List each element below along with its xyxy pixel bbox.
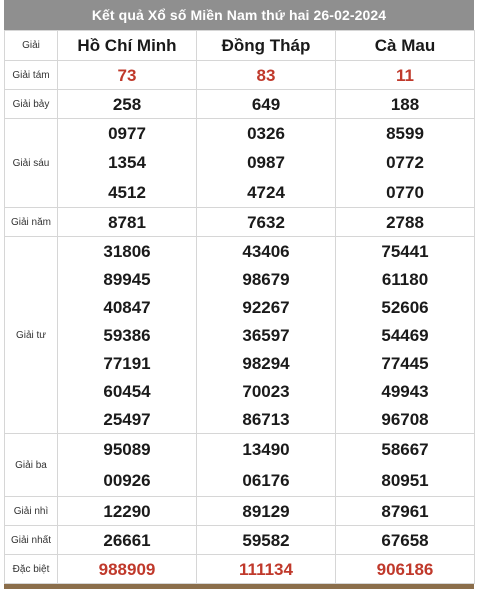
- prize-number-group: [58, 237, 196, 433]
- prize-number: 80951: [381, 471, 429, 490]
- prize-number: 96708: [381, 409, 429, 429]
- prize-cell-dong-thap: [197, 497, 336, 526]
- prize-number-group: [58, 503, 196, 520]
- prize-number-group: [58, 96, 196, 113]
- prize-number-group: [58, 561, 196, 578]
- prize-cell-ca-mau: [336, 434, 475, 497]
- prize-number-group: [197, 503, 335, 520]
- prize-number-group: [197, 214, 335, 231]
- page-title: Kết quả Xổ số Miền Nam thứ hai 26-02-2024: [4, 0, 474, 30]
- prize-cell-dong-thap: [197, 119, 336, 208]
- prize-number: 11: [396, 65, 414, 85]
- prize-number: 73: [117, 65, 137, 85]
- prize-number: 0770: [386, 182, 424, 202]
- prize-cell-ca-mau: [336, 119, 475, 208]
- prize-number: 77191: [103, 353, 151, 373]
- prize-number: 58667: [381, 440, 429, 459]
- prize-number: 89129: [242, 501, 290, 521]
- prize-number: 2788: [386, 212, 424, 232]
- prize-cell-dong-thap: [197, 434, 336, 497]
- prize-label: Đặc biệt: [5, 555, 58, 584]
- prize-number-group: [197, 532, 335, 549]
- prize-number: 70023: [242, 381, 290, 401]
- prize-number: 8781: [108, 212, 146, 232]
- prize-label: Giải tám: [5, 61, 58, 90]
- prize-cell-ho-chi-minh: [58, 90, 197, 119]
- province-name-ca-mau[interactable]: [336, 31, 475, 61]
- prize-number-group: [197, 434, 335, 496]
- prize-number-group: [197, 119, 335, 207]
- prize-label: Giải sáu: [5, 119, 58, 208]
- prize-number: 36597: [242, 325, 290, 345]
- prize-label: Giải bảy: [5, 90, 58, 119]
- prize-number: 95089: [103, 440, 151, 459]
- province-name-text[interactable]: Cà Mau: [374, 35, 436, 55]
- prize-cell-dong-thap: [197, 208, 336, 237]
- prize-number: 8599: [386, 124, 424, 144]
- prize-number-group: [336, 503, 474, 520]
- prize-number: 83: [256, 65, 276, 85]
- prize-number-group: [336, 532, 474, 549]
- prize-cell-ca-mau: [336, 237, 475, 434]
- prize-number: 52606: [381, 297, 429, 317]
- prize-cell-ca-mau: [336, 497, 475, 526]
- prize-cell-dong-thap: [197, 90, 336, 119]
- prize-number: 06176: [242, 471, 290, 490]
- prize-number: 89945: [103, 269, 151, 289]
- prize-row-dac-biet: [5, 555, 475, 584]
- prize-number: 61180: [381, 269, 429, 289]
- prize-number: 92267: [242, 297, 290, 317]
- prize-row-tu: [5, 237, 475, 434]
- prize-number: 0977: [108, 124, 146, 144]
- prize-number-group: [336, 119, 474, 207]
- prize-number: 59386: [103, 325, 151, 345]
- prize-number: 12290: [103, 501, 151, 521]
- prize-number: 1354: [108, 153, 146, 173]
- prize-number: 258: [112, 94, 142, 114]
- prize-number-group: [336, 96, 474, 113]
- prize-cell-ho-chi-minh: [58, 497, 197, 526]
- province-name-dong-thap[interactable]: [197, 31, 336, 61]
- prize-cell-dong-thap: [197, 555, 336, 584]
- prize-number: 77445: [381, 353, 429, 373]
- prize-cell-ho-chi-minh: [58, 61, 197, 90]
- prize-number: 75441: [381, 241, 429, 261]
- prize-number: 4724: [247, 182, 285, 202]
- prize-cell-ca-mau: [336, 526, 475, 555]
- bottom-divider: [4, 584, 474, 589]
- prize-cell-dong-thap: [197, 61, 336, 90]
- prize-cell-ho-chi-minh: [58, 237, 197, 434]
- prize-number: 0772: [386, 153, 424, 173]
- prize-number: 25497: [103, 409, 151, 429]
- header-row: [5, 31, 475, 61]
- prize-label: Giải ba: [5, 434, 58, 497]
- prize-number: 649: [251, 94, 281, 114]
- prize-row-sau: [5, 119, 475, 208]
- results-panel: [4, 0, 474, 579]
- prize-cell-ca-mau: [336, 90, 475, 119]
- prize-cell-ca-mau: [336, 208, 475, 237]
- prize-label: Giải tư: [5, 237, 58, 434]
- prize-number-group: [336, 237, 474, 433]
- prize-number: 59582: [242, 530, 290, 550]
- prize-cell-ho-chi-minh: [58, 434, 197, 497]
- prize-number-group: [58, 214, 196, 231]
- prize-cell-ca-mau: [336, 61, 475, 90]
- prize-number: 7632: [247, 212, 285, 232]
- prize-number: 49943: [381, 381, 429, 401]
- prize-number-group: [58, 434, 196, 496]
- prize-row-nam: [5, 208, 475, 237]
- prize-number: 43406: [242, 241, 290, 261]
- prize-number-group: [197, 237, 335, 433]
- prize-cell-ho-chi-minh: [58, 526, 197, 555]
- prize-cell-ho-chi-minh: [58, 555, 197, 584]
- prize-number-group: [336, 214, 474, 231]
- prize-row-nhat: [5, 526, 475, 555]
- prize-number-group: [336, 561, 474, 578]
- prize-label: Giải nhất: [5, 526, 58, 555]
- province-name-text[interactable]: Hồ Chí Minh: [77, 35, 177, 55]
- province-name-text[interactable]: Đồng Tháp: [221, 35, 311, 55]
- prize-cell-dong-thap: [197, 237, 336, 434]
- prize-number: 00926: [103, 471, 151, 490]
- prize-number: 0987: [247, 153, 285, 173]
- prize-number: 67658: [381, 530, 429, 550]
- prize-number-group: [197, 561, 335, 578]
- prize-label: Giải nhì: [5, 497, 58, 526]
- prize-label: Giải năm: [5, 208, 58, 237]
- prize-row-bay: [5, 90, 475, 119]
- prize-number-group: [58, 119, 196, 207]
- results-table: [4, 30, 475, 584]
- prize-number-group: [336, 434, 474, 496]
- prize-number: 98294: [242, 353, 290, 373]
- prize-number-group: [197, 67, 335, 84]
- prize-number-group: [58, 532, 196, 549]
- prize-cell-dong-thap: [197, 526, 336, 555]
- prize-number: 188: [390, 94, 420, 114]
- prize-number: 13490: [242, 440, 290, 459]
- prize-row-nhi: [5, 497, 475, 526]
- prize-number-group: [197, 96, 335, 113]
- header-label: Giải: [5, 31, 58, 61]
- province-name-ho-chi-minh[interactable]: [58, 31, 197, 61]
- prize-number-group: [336, 67, 474, 84]
- prize-number: 86713: [242, 409, 290, 429]
- prize-number: 988909: [98, 559, 156, 579]
- prize-number: 98679: [242, 269, 290, 289]
- prize-number: 31806: [103, 241, 151, 261]
- prize-number: 60454: [103, 381, 151, 401]
- prize-number: 0326: [247, 124, 285, 144]
- prize-number: 87961: [381, 501, 429, 521]
- prize-cell-ho-chi-minh: [58, 119, 197, 208]
- prize-number: 26661: [103, 530, 151, 550]
- prize-row-ba: [5, 434, 475, 497]
- prize-number: 906186: [376, 559, 434, 579]
- prize-cell-ho-chi-minh: [58, 208, 197, 237]
- prize-number: 4512: [108, 182, 146, 202]
- prize-number: 54469: [381, 325, 429, 345]
- prize-number: 111134: [239, 559, 293, 579]
- prize-cell-ca-mau: [336, 555, 475, 584]
- prize-row-tam: [5, 61, 475, 90]
- prize-number-group: [58, 67, 196, 84]
- prize-number: 40847: [103, 297, 151, 317]
